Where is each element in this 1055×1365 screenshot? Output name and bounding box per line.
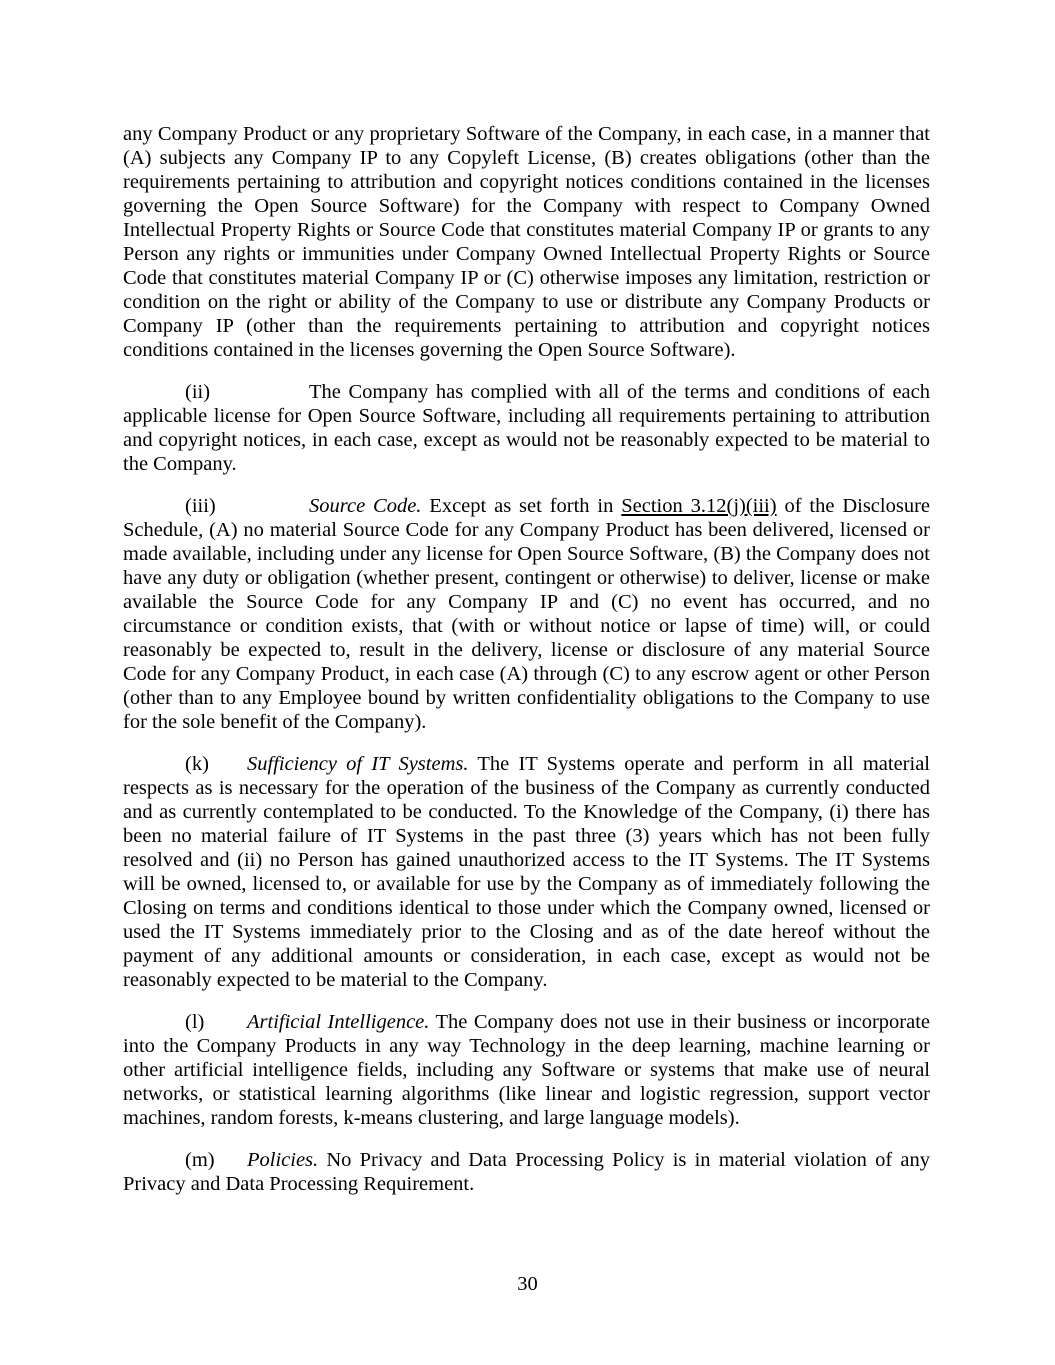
text-run-normal: No Privacy and Data Processing Policy is in material violation of any Privacy and Data Processing Requirement.	[123, 1149, 930, 1195]
paragraph-open-source-continuation	[123, 122, 930, 362]
text-run-italic: Policies.	[247, 1149, 319, 1171]
text-run-italic: Artificial Intelligence.	[247, 1011, 430, 1033]
paragraph-clause-ii	[123, 380, 930, 476]
text-run-normal: The Company does not use in their business or incorporate into the Company Products in any way Technology in the deep learning, machine learning or other artificial intelligence fields, including any Software or systems that make use of neural networks, or statistical learning algorithms (like linear and logistic regression, support vector machines, random forests, k-means clustering, and large language models).	[123, 1011, 930, 1129]
text-run-normal: The Company has complied with all of the terms and conditions of each applicable license for Open Source Software, including all requirements pertaining to attribution and copyright notices, in each case, except as would not be reasonably expected to be material to the Company.	[123, 381, 930, 475]
clause-label-k: (k)	[185, 753, 209, 775]
text-run-normal: The IT Systems operate and perform in all material respects as is necessary for the operation of the business of the Company as currently conducted and as currently contemplated to be conducted. To the Knowledge of the Company, (i) there has been no material failure of IT Systems in the past three (3) years which has not been fully resolved and (ii) no Person has gained unauthorized access to the IT Systems. The IT Systems will be owned, licensed to, or available for use by the Company as of immediately following the Closing on terms and conditions identical to those under which the Company owned, licensed or used the IT Systems immediately prior to the Closing and as of the date hereof without the payment of any additional amounts or consideration, in each case, except as would not be reasonably expected to be material to the Company.	[123, 753, 930, 991]
text-run-normal: of the Disclosure Schedule, (A) no material Source Code for any Company Product has been delivered, licensed or made available, including under any license for Open Source Software, (B) the Company does not have any duty or obligation (whether present, contingent or otherwise) to deliver, license or make available the Source Code for any Company IP and (C) no event has occurred, and no circumstance or condition exists, that (with or without notice or lapse of time) will, or could reasonably be expected to, result in the delivery, license or disclosure of any material Source Code for any Company Product, in each case (A) through (C) to any escrow agent or other Person (other than to any Employee bound by written confidentiality obligations to the Company to use for the sole benefit of the Company).	[123, 495, 930, 733]
paragraph-text	[123, 123, 930, 361]
text-run-normal: Except as set forth in	[421, 495, 622, 517]
text-run-italic: Sufficiency of IT Systems.	[247, 753, 469, 775]
clause-label-ii: (ii)	[185, 381, 211, 403]
paragraph-text	[123, 495, 930, 733]
page-content	[123, 122, 930, 1214]
text-run-italic: Source Code.	[309, 495, 422, 517]
page-number: 30	[517, 1273, 538, 1295]
clause-label-l: (l)	[185, 1011, 205, 1033]
paragraph-text	[123, 753, 930, 991]
paragraph-clause-k	[123, 752, 930, 992]
paragraph-clause-l	[123, 1010, 930, 1130]
clause-label-iii: (iii)	[185, 495, 216, 517]
paragraph-clause-m	[123, 1148, 930, 1196]
text-run-normal: any Company Product or any proprietary Software of the Company, in each case, in a manner that (A) subjects any Company IP to any Copyleft License, (B) creates obligations (other than the requirements pertaining to attribution and copyright notices conditions contained in the licenses governing the Open Source Software) for the Company with respect to Company Owned Intellectual Property Rights or Source Code that constitutes material Company IP or grants to any Person any rights or immunities under Company Owned Intellectual Property Rights or Source Code that constitutes material Company IP or (C) otherwise imposes any limitation, restriction or condition on the right or ability of the Company to use or distribute any Company Products or Company IP (other than the requirements pertaining to attribution and copyright notices conditions contained in the licenses governing the Open Source Software).	[123, 123, 930, 361]
clause-label-m: (m)	[185, 1149, 215, 1171]
text-run-underline: Section 3.12(j)(iii)	[621, 495, 777, 517]
paragraph-clause-iii	[123, 494, 930, 734]
